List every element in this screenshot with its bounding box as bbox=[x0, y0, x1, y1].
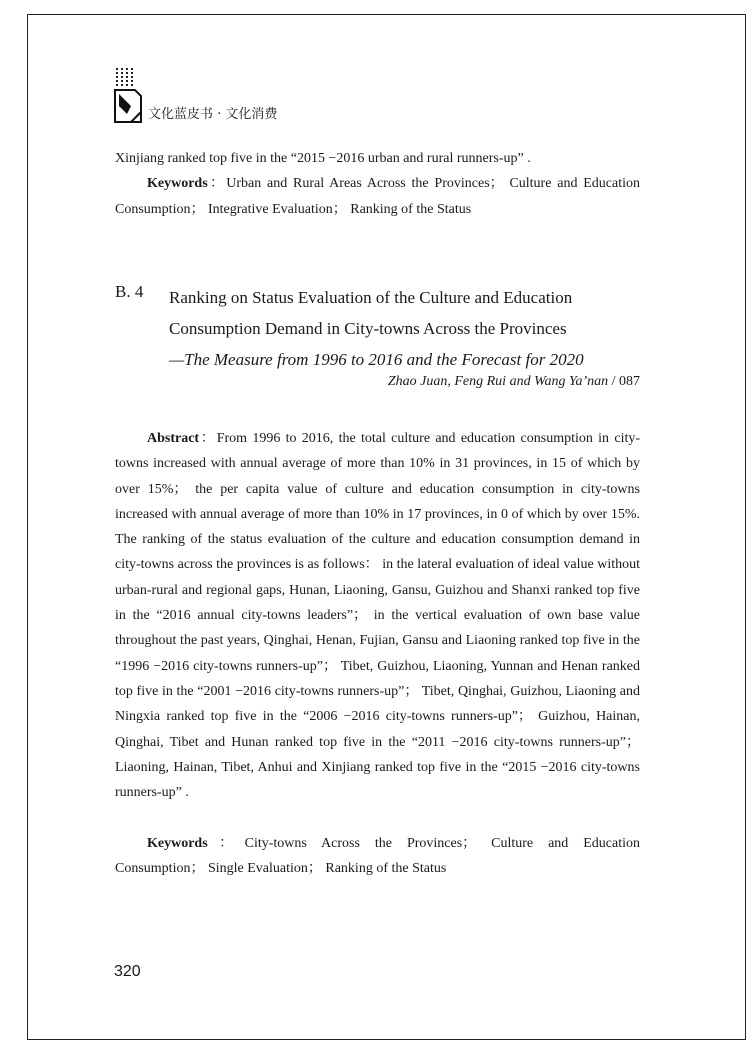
running-header bbox=[113, 66, 413, 126]
previous-keywords bbox=[115, 171, 640, 222]
previous-abstract-tail: Xinjiang ranked top five in the “2015 −2016 urban and rural runners-up” . bbox=[115, 151, 531, 166]
entry-title-line-2: Consumption Demand in City-towns Across the Provinces bbox=[169, 319, 567, 338]
entry-title bbox=[169, 282, 640, 375]
abstract-text: From 1996 to 2016, the total culture and education consumption in city-towns increased with annual average of more than 10% in 31 provinces, in 15 of which by over 15%； the per capita value of culture and education consumption in city-towns increased with annual average of more than 10% in 17 provinces, in 0 of which by over 15%. The ranking of the status evaluation of the culture and education consumption demand in city-towns across the provinces is as follows： in the lateral evaluation of ideal value without urban-rural and regional gaps, Hunan, Liaoning, Gansu, Guizhou and Shanxi ranked top five in the “2016 annual city-towns leaders”； in the vertical evaluation of own base value throughout the past years, Qinghai, Henan, Fujian, Gansu and Liaoning ranked top five in the “1996 −2016 city-towns runners-up”； Tibet, Guizhou, Liaoning, Yunnan and Henan ranked top five in the “2001 −2016 city-towns runners-up”； Tibet, Qinghai, Guizhou, Liaoning and Ningxia ranked top five in the “2006 −2016 city-towns runners-up”； Guizhou, Hainan, Qinghai, Tibet and Hunan ranked top five in the “2011 −2016 city-towns runners-up”； Liaoning, Hainan, Tibet, Anhui and Xinjiang ranked top five in the “2015 −2016 city-towns runners-up” . bbox=[115, 431, 641, 801]
previous-abstract-block bbox=[115, 146, 640, 222]
abstract-keywords bbox=[115, 831, 640, 882]
keywords-text: Urban and Rural Areas Across the Provinces； Culture and Education Consumption； Integrative Evaluation； Ranking of the Status bbox=[115, 176, 640, 217]
keywords-label: Keywords bbox=[147, 176, 208, 192]
keywords-label: Keywords bbox=[147, 836, 208, 851]
abstract-label: Abstract bbox=[147, 431, 200, 446]
entry-number: B. 4 bbox=[115, 282, 144, 301]
page-number: 320 bbox=[114, 963, 141, 980]
running-header-title: 文化蓝皮书 · 文化消费 bbox=[148, 107, 278, 122]
entry-page-ref: / 087 bbox=[608, 374, 640, 389]
abstract-paragraph bbox=[115, 426, 640, 805]
entry-title-line-1: Ranking on Status Evaluation of the Culture and Education bbox=[169, 288, 573, 307]
author-names: Zhao Juan, Feng Rui and Wang Ya’nan bbox=[387, 374, 609, 389]
entry-subtitle: —The Measure from 1996 to 2016 and the Forecast for 2020 bbox=[169, 350, 584, 369]
keywords-separator: ： bbox=[207, 176, 227, 192]
keywords-text: City-towns Across the Provinces； Culture and Education Consumption； Single Evaluation； Ranking of the Status bbox=[115, 836, 641, 877]
keywords-separator: ： bbox=[207, 836, 245, 851]
entry-authors bbox=[388, 374, 640, 390]
book-logo-icon bbox=[113, 66, 143, 126]
abstract-separator: ： bbox=[199, 431, 217, 446]
